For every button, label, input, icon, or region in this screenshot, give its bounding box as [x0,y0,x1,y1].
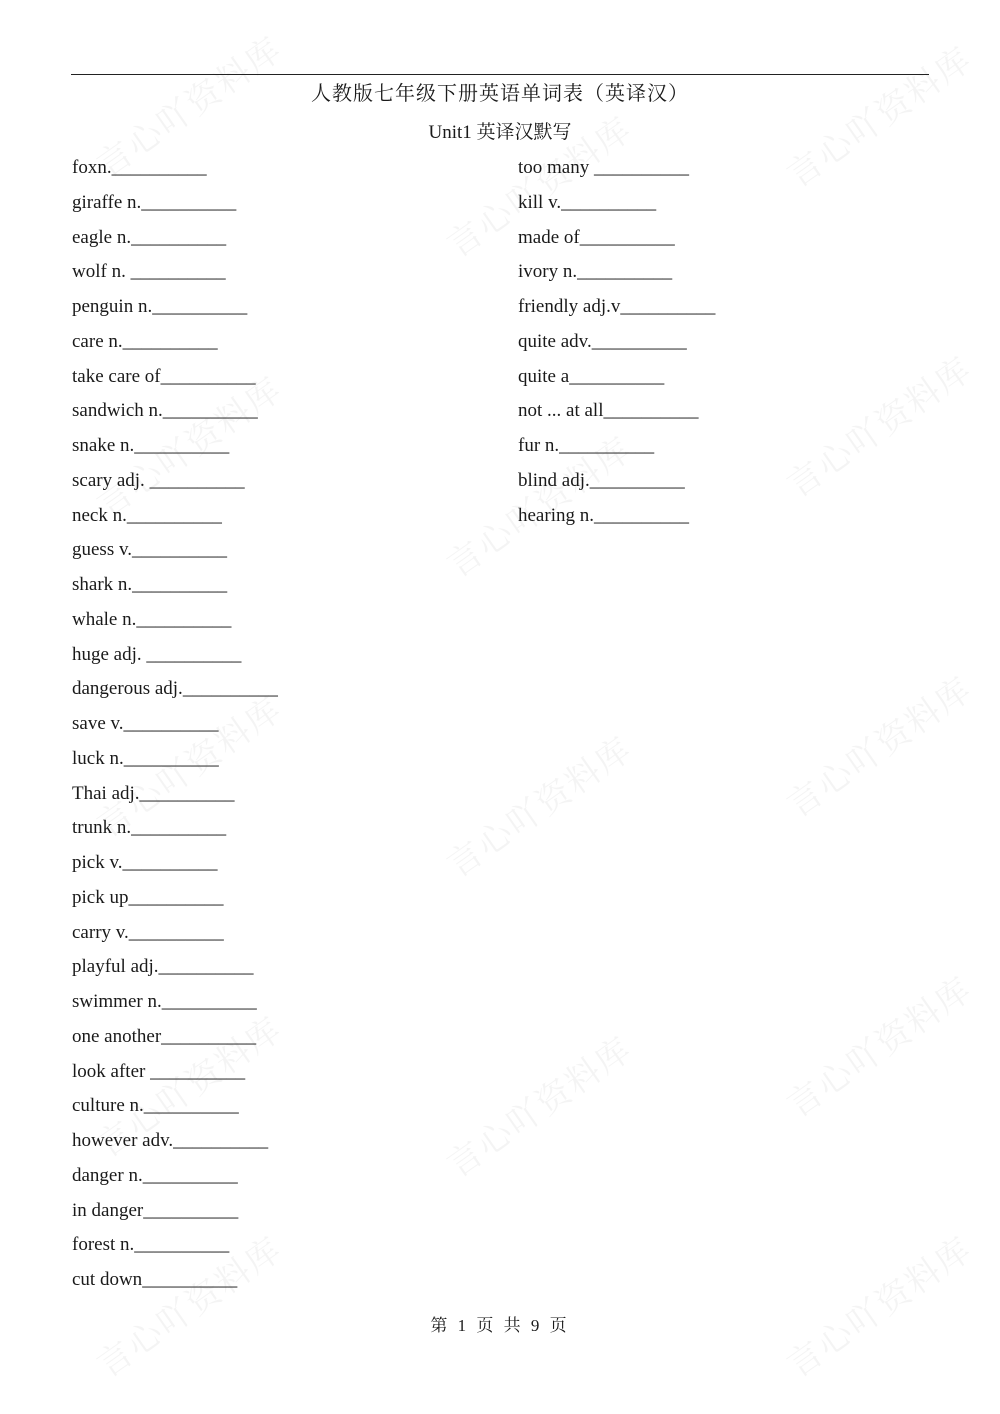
answer-blank: __________ [128,886,224,908]
answer-blank: __________ [593,504,689,526]
word-term: blind adj. [518,469,590,491]
answer-blank: __________ [603,400,699,422]
watermark-text [775,662,980,826]
word-term: in danger [72,1199,144,1221]
word-entry [72,293,278,328]
word-entry [72,675,278,710]
word-term: huge adj. [72,643,147,665]
answer-blank: __________ [132,574,228,595]
word-term: guess v. [72,539,132,561]
word-entry [72,258,278,293]
answer-blank: __________ [559,435,655,456]
answer-blank: __________ [126,504,222,526]
word-entry [518,224,715,259]
answer-blank: __________ [182,678,278,700]
word-term: however adv. [72,1130,174,1151]
word-term: pick v. [72,852,123,873]
word-entry [518,258,715,293]
word-entry [72,189,278,224]
answer-blank: __________ [620,296,716,317]
answer-blank: __________ [111,157,207,178]
word-entry [72,1162,278,1197]
word-entry [518,467,715,502]
watermark-text [435,722,640,886]
answer-blank: __________ [162,400,258,422]
word-entry [72,953,278,988]
word-entry [72,1058,278,1093]
word-entry [72,849,278,884]
word-entry [72,919,278,954]
word-entry [518,502,715,537]
word-term: carry v. [72,921,129,943]
word-term: giraffe n. [72,191,142,213]
answer-blank: __________ [160,365,256,387]
word-entry [72,363,278,398]
answer-blank: __________ [122,330,218,352]
word-term: not ... at all [518,400,604,422]
answer-blank: __________ [594,157,689,178]
word-term: fur n. [518,435,560,456]
word-term: care n. [72,330,123,352]
word-entry [72,988,278,1023]
word-term: luck n. [72,747,124,769]
answer-blank: __________ [136,608,232,630]
watermark-text [775,1222,980,1386]
word-entry [72,432,278,467]
answer-blank: __________ [569,365,665,387]
word-term: neck n. [72,504,127,526]
answer-blank: __________ [591,330,687,352]
word-entry [72,502,278,537]
answer-blank: __________ [142,1269,238,1290]
word-term: quite a [518,365,570,387]
word-entry [518,397,715,432]
right-word-column [518,154,715,536]
watermark-text [775,342,980,506]
word-term: quite adv. [518,330,592,352]
word-entry [72,1092,278,1127]
word-entry [518,432,715,467]
answer-blank: __________ [152,296,248,317]
word-term: shark n. [72,574,133,595]
word-entry [72,606,278,641]
word-term: cut down [72,1269,143,1290]
answer-blank: __________ [561,191,657,213]
answer-blank: __________ [134,435,230,456]
answer-blank: __________ [150,1060,246,1082]
word-term: forest n. [72,1234,135,1256]
word-entry [72,1231,278,1266]
word-term: kill v. [518,191,562,213]
word-entry [72,224,278,259]
answer-blank: __________ [134,1234,230,1256]
word-entry [518,189,715,224]
word-term: one another [72,1025,162,1047]
word-term: sandwich n. [72,400,163,422]
answer-blank: __________ [141,191,237,213]
word-term: hearing n. [518,504,594,526]
word-term: pick up [72,886,129,908]
word-term: too many [518,157,594,178]
word-term: snake n. [72,435,135,456]
word-term: made of [518,226,580,248]
word-entry [72,536,278,571]
word-entry [72,814,278,849]
answer-blank: __________ [142,1164,238,1186]
answer-blank: __________ [122,852,218,873]
word-entry [72,1127,278,1162]
unit-title: Unit1 英译汉默写 [428,122,572,143]
word-entry [518,363,715,398]
answer-blank: __________ [173,1130,269,1151]
header-rule [71,74,929,75]
word-entry [72,397,278,432]
answer-blank: __________ [132,539,227,561]
word-term: look after [72,1060,151,1082]
word-term: take care of [72,365,161,387]
watermark-text [775,962,980,1126]
answer-blank: __________ [128,921,224,943]
word-entry [72,467,278,502]
word-term: save v. [72,713,124,734]
word-entry [518,328,715,363]
answer-blank: __________ [131,817,227,839]
word-term: wolf n. [72,261,131,283]
word-term: playful adj. [72,956,159,978]
word-entry [72,571,278,606]
answer-blank: __________ [149,469,245,491]
word-entry [72,710,278,745]
word-term: trunk n. [72,817,132,839]
word-entry [72,154,278,189]
answer-blank: __________ [143,1095,239,1117]
word-term: culture n. [72,1095,144,1117]
word-term: scary adj. [72,469,150,491]
word-entry [72,1197,278,1232]
word-term: Thai adj. [72,782,140,804]
page-footer: 第 1 页 共 9 页 [430,1316,570,1335]
word-entry [518,154,715,189]
word-entry [72,745,278,780]
answer-blank: __________ [589,469,685,491]
watermark-text [435,1022,640,1186]
word-term: penguin n. [72,296,153,317]
word-term: danger n. [72,1164,143,1186]
answer-blank: __________ [577,261,673,283]
answer-blank: __________ [158,956,254,978]
word-entry [518,293,715,328]
word-term: friendly adj.v [518,296,621,317]
answer-blank: __________ [139,782,235,804]
answer-blank: __________ [131,226,227,248]
watermark-text [775,32,980,196]
left-word-column [72,154,278,1301]
word-entry [72,1023,278,1058]
page-title: 人教版七年级下册英语单词表（英译汉） [311,83,689,105]
answer-blank: __________ [146,643,242,665]
word-term: ivory n. [518,261,578,283]
word-entry [72,1266,278,1301]
word-term: eagle n. [72,226,132,248]
word-term: whale n. [72,608,137,630]
answer-blank: __________ [161,991,257,1012]
word-entry [72,641,278,676]
word-term: foxn. [72,157,112,178]
word-entry [72,328,278,363]
answer-blank: __________ [579,226,675,248]
word-entry [72,780,278,815]
word-entry [72,884,278,919]
answer-blank: __________ [123,713,219,734]
word-term: swimmer n. [72,991,162,1012]
word-term: dangerous adj. [72,678,183,700]
answer-blank: __________ [123,747,219,769]
answer-blank: __________ [130,261,226,283]
answer-blank: __________ [161,1025,257,1047]
answer-blank: __________ [143,1199,239,1221]
